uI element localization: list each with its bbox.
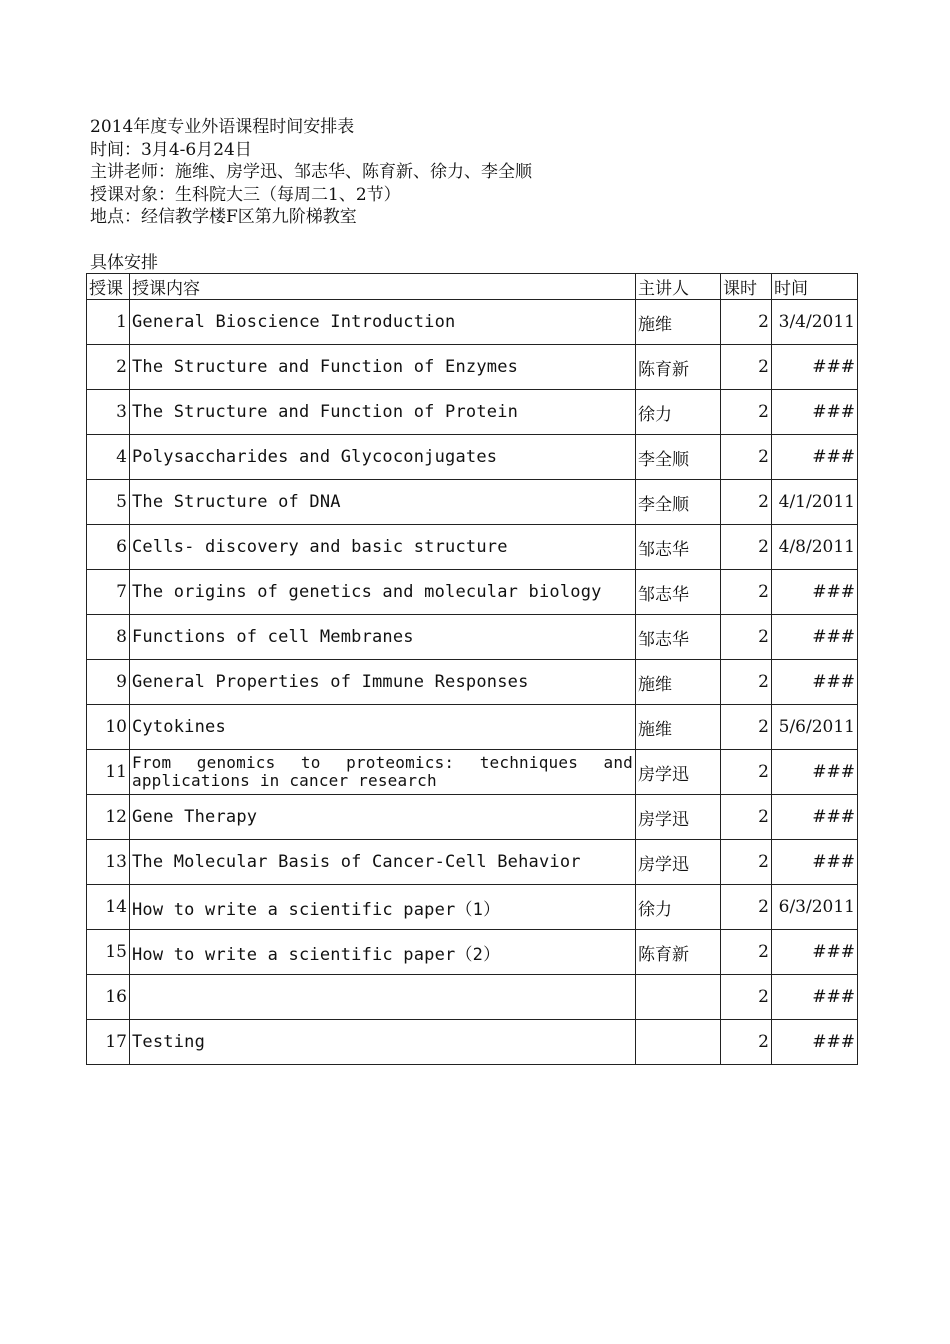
row-number: 13: [87, 840, 130, 885]
row-hours: 2: [721, 660, 772, 705]
row-lecturer: 施维: [636, 660, 721, 705]
row-number: 8: [87, 615, 130, 660]
row-hours: 2: [721, 1020, 772, 1065]
column-header-no: 授课: [87, 274, 130, 300]
row-lecturer: [636, 1020, 721, 1065]
row-date: ###: [772, 390, 858, 435]
table-row: [87, 975, 858, 1020]
row-lecturer: 施维: [636, 300, 721, 345]
column-header-content: 授课内容: [130, 274, 636, 300]
row-hours: 2: [721, 390, 772, 435]
row-number: 10: [87, 705, 130, 750]
table-row: [87, 1020, 858, 1065]
table-row: [87, 750, 858, 795]
row-lecturer: 施维: [636, 705, 721, 750]
table-row: [87, 705, 858, 750]
location-line: 地点：经信教学楼F区第九阶梯教室: [90, 207, 357, 227]
row-number: 7: [87, 570, 130, 615]
row-number: 12: [87, 795, 130, 840]
row-content: From genomics to proteomics: techniques and applications in cancer research: [130, 750, 636, 795]
row-lecturer: 徐力: [636, 390, 721, 435]
table-row: [87, 345, 858, 390]
row-date: ###: [772, 795, 858, 840]
row-content: General Bioscience Introduction: [130, 300, 636, 345]
row-content: Testing: [130, 1020, 636, 1065]
row-hours: 2: [721, 570, 772, 615]
row-number: 15: [87, 930, 130, 975]
row-number: 1: [87, 300, 130, 345]
row-hours: 2: [721, 840, 772, 885]
teachers-line: 主讲老师：施维、房学迅、邹志华、陈育新、徐力、李全顺: [90, 162, 532, 182]
row-number: 3: [87, 390, 130, 435]
row-date: ###: [772, 345, 858, 390]
row-number: 17: [87, 1020, 130, 1065]
table-row: [87, 885, 858, 930]
row-content: [130, 975, 636, 1020]
column-header-date: 时间: [772, 274, 858, 300]
row-date: 4/1/2011: [772, 480, 858, 525]
row-number: 14: [87, 885, 130, 930]
row-date: ###: [772, 1020, 858, 1065]
row-content: How to write a scientific paper（2）: [130, 930, 636, 975]
row-lecturer: 房学迅: [636, 795, 721, 840]
table-body: [87, 300, 858, 1065]
document-title: 2014年度专业外语课程时间安排表: [90, 117, 355, 137]
row-lecturer: 陈育新: [636, 345, 721, 390]
row-lecturer: 邹志华: [636, 615, 721, 660]
row-date: 3/4/2011: [772, 300, 858, 345]
row-content: General Properties of Immune Responses: [130, 660, 636, 705]
row-hours: 2: [721, 975, 772, 1020]
row-lecturer: 李全顺: [636, 480, 721, 525]
row-hours: 2: [721, 885, 772, 930]
row-lecturer: [636, 975, 721, 1020]
table-row: [87, 660, 858, 705]
row-number: 9: [87, 660, 130, 705]
table-row: [87, 930, 858, 975]
document-header: [90, 116, 532, 274]
row-content: How to write a scientific paper（1）: [130, 885, 636, 930]
row-number: 2: [87, 345, 130, 390]
row-number: 6: [87, 525, 130, 570]
row-content: Cytokines: [130, 705, 636, 750]
schedule-time: 时间：3月4-6月24日: [90, 139, 252, 160]
table-row: [87, 570, 858, 615]
row-date: ###: [772, 615, 858, 660]
row-content: The Structure and Function of Enzymes: [130, 345, 636, 390]
row-hours: 2: [721, 930, 772, 975]
row-hours: 2: [721, 345, 772, 390]
row-date: ###: [772, 660, 858, 705]
column-header-hours: 课时: [721, 274, 772, 300]
row-lecturer: 邹志华: [636, 525, 721, 570]
row-lecturer: 陈育新: [636, 930, 721, 975]
row-hours: 2: [721, 300, 772, 345]
row-hours: 2: [721, 480, 772, 525]
table-row: [87, 840, 858, 885]
table-row: [87, 390, 858, 435]
table-row: [87, 615, 858, 660]
row-hours: 2: [721, 525, 772, 570]
row-lecturer: 房学迅: [636, 840, 721, 885]
row-lecturer: 徐力: [636, 885, 721, 930]
row-content: The Structure and Function of Protein: [130, 390, 636, 435]
table-row: [87, 525, 858, 570]
row-date: 4/8/2011: [772, 525, 858, 570]
row-date: ###: [772, 750, 858, 795]
table-row: [87, 480, 858, 525]
schedule-table: [86, 273, 858, 1065]
row-content: The origins of genetics and molecular biology: [130, 570, 636, 615]
table-row: [87, 435, 858, 480]
table-header-row: [87, 274, 858, 300]
row-number: 11: [87, 750, 130, 795]
section-heading: 具体安排: [90, 252, 158, 273]
row-hours: 2: [721, 750, 772, 795]
table-row: [87, 795, 858, 840]
row-lecturer: 李全顺: [636, 435, 721, 480]
row-date: ###: [772, 975, 858, 1020]
row-content: Functions of cell Membranes: [130, 615, 636, 660]
row-content: The Structure of DNA: [130, 480, 636, 525]
row-lecturer: 邹志华: [636, 570, 721, 615]
row-number: 4: [87, 435, 130, 480]
audience-line: 授课对象：生科院大三（每周二1、2节）: [90, 184, 401, 205]
row-date: ###: [772, 840, 858, 885]
row-hours: 2: [721, 795, 772, 840]
row-number: 16: [87, 975, 130, 1020]
row-content: The Molecular Basis of Cancer-Cell Behavior: [130, 840, 636, 885]
row-hours: 2: [721, 615, 772, 660]
table-row: [87, 300, 858, 345]
row-hours: 2: [721, 705, 772, 750]
row-hours: 2: [721, 435, 772, 480]
row-date: 5/6/2011: [772, 705, 858, 750]
row-content: Polysaccharides and Glycoconjugates: [130, 435, 636, 480]
row-content: Cells- discovery and basic structure: [130, 525, 636, 570]
row-date: ###: [772, 570, 858, 615]
row-content: Gene Therapy: [130, 795, 636, 840]
row-date: 6/3/2011: [772, 885, 858, 930]
column-header-lecturer: 主讲人: [636, 274, 721, 300]
row-lecturer: 房学迅: [636, 750, 721, 795]
row-number: 5: [87, 480, 130, 525]
row-date: ###: [772, 435, 858, 480]
row-date: ###: [772, 930, 858, 975]
